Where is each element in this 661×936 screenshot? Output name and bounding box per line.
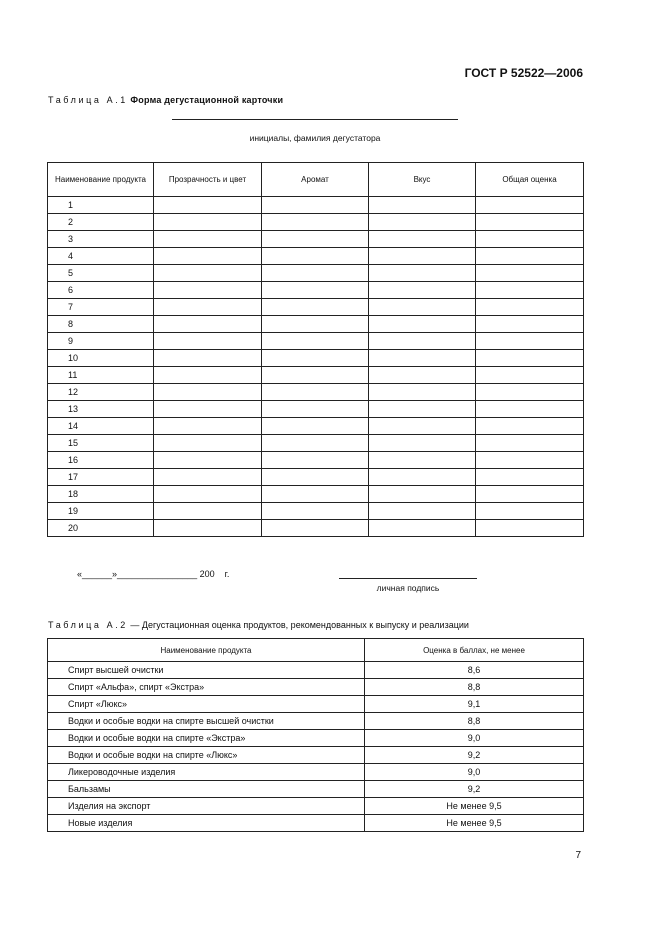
empty-cell [369,452,476,469]
table1-row [48,520,584,537]
empty-cell [476,350,584,367]
empty-cell [369,486,476,503]
table2-row [48,798,584,815]
empty-cell [154,486,262,503]
empty-cell [476,418,584,435]
table2-title: — Дегустационная оценка продуктов, рекомендованных к выпуску и реализации [127,620,469,630]
empty-cell [154,452,262,469]
product-name: Водки и особые водки на спирте высшей очистки [48,713,365,730]
empty-cell [262,435,369,452]
empty-cell [154,401,262,418]
empty-cell [154,384,262,401]
empty-cell [476,248,584,265]
table1-caption [48,95,283,105]
product-name: Водки и особые водки на спирте «Люкс» [48,747,365,764]
product-score: 8,6 [365,662,584,679]
table2-row [48,713,584,730]
taster-name-line [172,119,458,120]
empty-cell [154,367,262,384]
table1-col-header: Аромат [262,163,369,197]
empty-cell [369,401,476,418]
empty-cell [262,418,369,435]
table1-col-header: Прозрачность и цвет [154,163,262,197]
table1-row [48,333,584,350]
empty-cell [369,248,476,265]
empty-cell [476,435,584,452]
product-score: 9,2 [365,747,584,764]
empty-cell [262,214,369,231]
empty-cell [154,435,262,452]
empty-cell [154,333,262,350]
row-number: 4 [48,248,154,265]
product-score: Не менее 9,5 [365,798,584,815]
table1-row [48,418,584,435]
row-number: 7 [48,299,154,316]
empty-cell [476,231,584,248]
empty-cell [476,333,584,350]
table1-row [48,231,584,248]
empty-cell [262,350,369,367]
row-number: 8 [48,316,154,333]
table1-row [48,401,584,418]
product-name: Водки и особые водки на спирте «Экстра» [48,730,365,747]
product-name: Спирт высшей очистки [48,662,365,679]
product-name: Ликероводочные изделия [48,764,365,781]
signature-line [339,578,477,579]
empty-cell [476,316,584,333]
product-score-table [47,638,584,832]
row-number: 12 [48,384,154,401]
empty-cell [262,469,369,486]
table1-row [48,469,584,486]
table1-row [48,367,584,384]
empty-cell [154,265,262,282]
product-score: 9,0 [365,764,584,781]
table2-caption [48,620,469,630]
empty-cell [262,452,369,469]
table2-row [48,730,584,747]
empty-cell [369,214,476,231]
empty-cell [476,214,584,231]
row-number: 1 [48,197,154,214]
product-name: Спирт «Альфа», спирт «Экстра» [48,679,365,696]
row-number: 3 [48,231,154,248]
table2-row [48,679,584,696]
date-field: «______»________________ 200 г. [77,569,230,579]
empty-cell [369,333,476,350]
empty-cell [262,367,369,384]
row-number: 14 [48,418,154,435]
table1-row [48,486,584,503]
table2-col-header: Оценка в баллах, не менее [365,639,584,662]
table2-row [48,781,584,798]
document-standard-number: ГОСТ Р 52522—2006 [464,66,583,80]
row-number: 16 [48,452,154,469]
empty-cell [476,401,584,418]
empty-cell [262,384,369,401]
table2-row [48,815,584,832]
empty-cell [476,282,584,299]
empty-cell [369,503,476,520]
empty-cell [369,520,476,537]
table1-title: Форма дегустационной карточки [130,95,284,105]
table2-row [48,662,584,679]
taster-name-caption: инициалы, фамилия дегустатора [249,133,381,143]
table1-row [48,248,584,265]
empty-cell [369,367,476,384]
row-number: 6 [48,282,154,299]
empty-cell [262,401,369,418]
empty-cell [262,231,369,248]
empty-cell [476,384,584,401]
row-number: 5 [48,265,154,282]
empty-cell [262,265,369,282]
empty-cell [369,384,476,401]
table1-row [48,384,584,401]
product-score: 9,1 [365,696,584,713]
table1-header-row [48,163,584,197]
empty-cell [476,520,584,537]
table1-row [48,282,584,299]
table1-row [48,214,584,231]
row-number: 17 [48,469,154,486]
table2-row [48,747,584,764]
empty-cell [476,469,584,486]
empty-cell [154,503,262,520]
table1-col-header: Наименование продукта [48,163,154,197]
row-number: 19 [48,503,154,520]
table1-row [48,265,584,282]
empty-cell [262,333,369,350]
table2-col-header: Наименование продукта [48,639,365,662]
table1-row [48,503,584,520]
empty-cell [476,503,584,520]
empty-cell [262,248,369,265]
product-name: Бальзамы [48,781,365,798]
table1-row [48,435,584,452]
product-score: 9,2 [365,781,584,798]
empty-cell [262,299,369,316]
table1-col-header: Общая оценка [476,163,584,197]
product-name: Новые изделия [48,815,365,832]
empty-cell [476,367,584,384]
row-number: 9 [48,333,154,350]
signature-caption: личная подпись [376,583,440,593]
empty-cell [154,231,262,248]
empty-cell [369,299,476,316]
product-score: 8,8 [365,679,584,696]
table1-row [48,452,584,469]
empty-cell [154,350,262,367]
row-number: 13 [48,401,154,418]
table2-row [48,696,584,713]
empty-cell [476,452,584,469]
product-name: Спирт «Люкс» [48,696,365,713]
empty-cell [369,435,476,452]
table1-row [48,299,584,316]
empty-cell [154,520,262,537]
row-number: 18 [48,486,154,503]
row-number: 20 [48,520,154,537]
table1-row [48,197,584,214]
empty-cell [369,231,476,248]
product-name: Изделия на экспорт [48,798,365,815]
empty-cell [262,197,369,214]
product-score: 9,0 [365,730,584,747]
empty-cell [154,282,262,299]
empty-cell [369,350,476,367]
page-number: 7 [575,850,581,861]
empty-cell [476,486,584,503]
empty-cell [154,248,262,265]
table2-label: Таблица А.2 [48,620,128,630]
tasting-card-table [47,162,584,537]
table2-header-row [48,639,584,662]
table1-label: Таблица А.1 [48,95,128,105]
product-score: Не менее 9,5 [365,815,584,832]
empty-cell [154,299,262,316]
empty-cell [154,316,262,333]
empty-cell [369,469,476,486]
row-number: 10 [48,350,154,367]
row-number: 11 [48,367,154,384]
empty-cell [369,265,476,282]
empty-cell [369,316,476,333]
row-number: 15 [48,435,154,452]
table1-row [48,316,584,333]
product-score: 8,8 [365,713,584,730]
empty-cell [476,265,584,282]
empty-cell [154,214,262,231]
empty-cell [369,418,476,435]
empty-cell [154,418,262,435]
table1-row [48,350,584,367]
table2-row [48,764,584,781]
empty-cell [476,197,584,214]
empty-cell [154,469,262,486]
empty-cell [154,197,262,214]
row-number: 2 [48,214,154,231]
empty-cell [476,299,584,316]
empty-cell [262,486,369,503]
empty-cell [262,503,369,520]
empty-cell [369,197,476,214]
empty-cell [262,316,369,333]
empty-cell [369,282,476,299]
table1-col-header: Вкус [369,163,476,197]
empty-cell [262,282,369,299]
empty-cell [262,520,369,537]
